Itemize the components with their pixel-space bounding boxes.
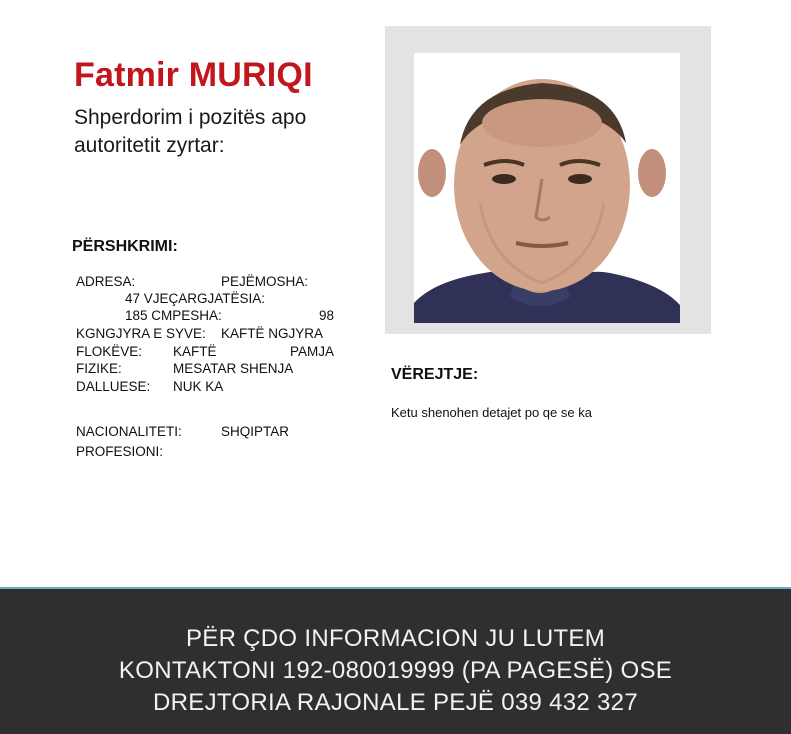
label-nationality: NACIONALITETI:: [76, 424, 182, 439]
person-name: Fatmir MURIQI: [74, 56, 313, 94]
label-profession: PROFESIONI:: [76, 444, 164, 459]
remarks-heading: VËREJTJE:: [391, 366, 479, 383]
label-eye-color: KGNGJYRA E SYVE:: [76, 326, 206, 341]
label-distinguishing: DALLUESE:: [76, 379, 151, 394]
value-nationality: SHQIPTAR: [221, 424, 290, 439]
suspect-photo: [414, 53, 680, 323]
value-build: MESATAR SHENJA: [173, 361, 294, 376]
value-age-height-label: 47 VJEÇARGJATËSIA:: [125, 291, 266, 306]
description-heading: PËRSHKRIMI:: [72, 238, 178, 255]
value-hair-color: KAFTË: [173, 344, 217, 359]
label-address: ADRESA:: [76, 274, 136, 289]
footer-line-1: PËR ÇDO INFORMACION JU LUTEM: [185, 625, 606, 652]
charge-description: Shperdorim i pozitës apo autoritetit zyrtar:: [74, 106, 307, 157]
label-city-age: PEJËMOSHA:: [221, 274, 309, 289]
footer-line-2: KONTAKTONI 192-080019999 (PA PAGESË) OSE: [118, 657, 673, 684]
contact-footer: [0, 587, 791, 734]
value-eye-color: KAFTË NGJYRA: [221, 326, 324, 341]
remarks-text: Ketu shenohen detajet po qe se ka: [391, 405, 592, 420]
label-physical: FIZIKE:: [76, 361, 122, 376]
value-weight: 98: [319, 308, 335, 323]
value-distinguishing: NUK KA: [173, 379, 224, 394]
value-height-weight-label: 185 CMPESHA:: [125, 308, 222, 323]
label-hair: FLOKËVE:: [76, 344, 143, 359]
label-appearance: PAMJA: [290, 344, 335, 359]
photo-frame: [385, 26, 711, 334]
portrait-image: [414, 53, 680, 323]
footer-line-3: DREJTORIA RAJONALE PEJË 039 432 327: [153, 689, 638, 716]
